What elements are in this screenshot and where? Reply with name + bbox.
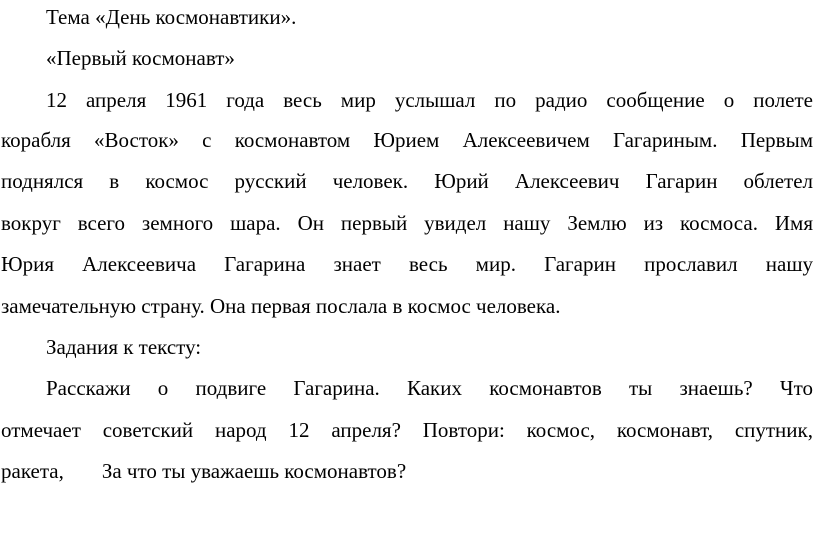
task-line: Расскажи о подвиге Гагарина. Каких космонавтов ты знаешь? Что [46,376,813,400]
paragraph-line: корабля «Восток» с космонавтом Юрием Алексеевичем Гагариным. Первым [1,128,813,152]
paragraph-line: поднялся в космос русский человек. Юрий Алексеевич Гагарин облетел [1,169,813,193]
paragraph-line: 12 апреля 1961 года весь мир услышал по радио сообщение о полете [46,88,813,112]
paragraph-line: Юрия Алексеевича Гагарина знает весь мир. Гагарин прославил нашу [1,252,813,276]
topic-line: Тема «День космонавтики». [46,5,297,29]
document-title: «Первый космонавт» [46,46,235,70]
task-fragment: ракета, [1,459,64,483]
paragraph-line: вокруг всего земного шара. Он первый увидел нашу Землю из космоса. Имя [1,211,813,235]
task-line: отмечает советский народ 12 апреля? Повтори: космос, космонавт, спутник, [1,418,813,442]
task-question: За что ты уважаешь космонавтов? [101,459,407,483]
paragraph-line: замечательную страну. Она первая послала в космос человека. [1,294,561,318]
tasks-heading: Задания к тексту: [46,335,202,359]
task-line-last [1,458,406,484]
